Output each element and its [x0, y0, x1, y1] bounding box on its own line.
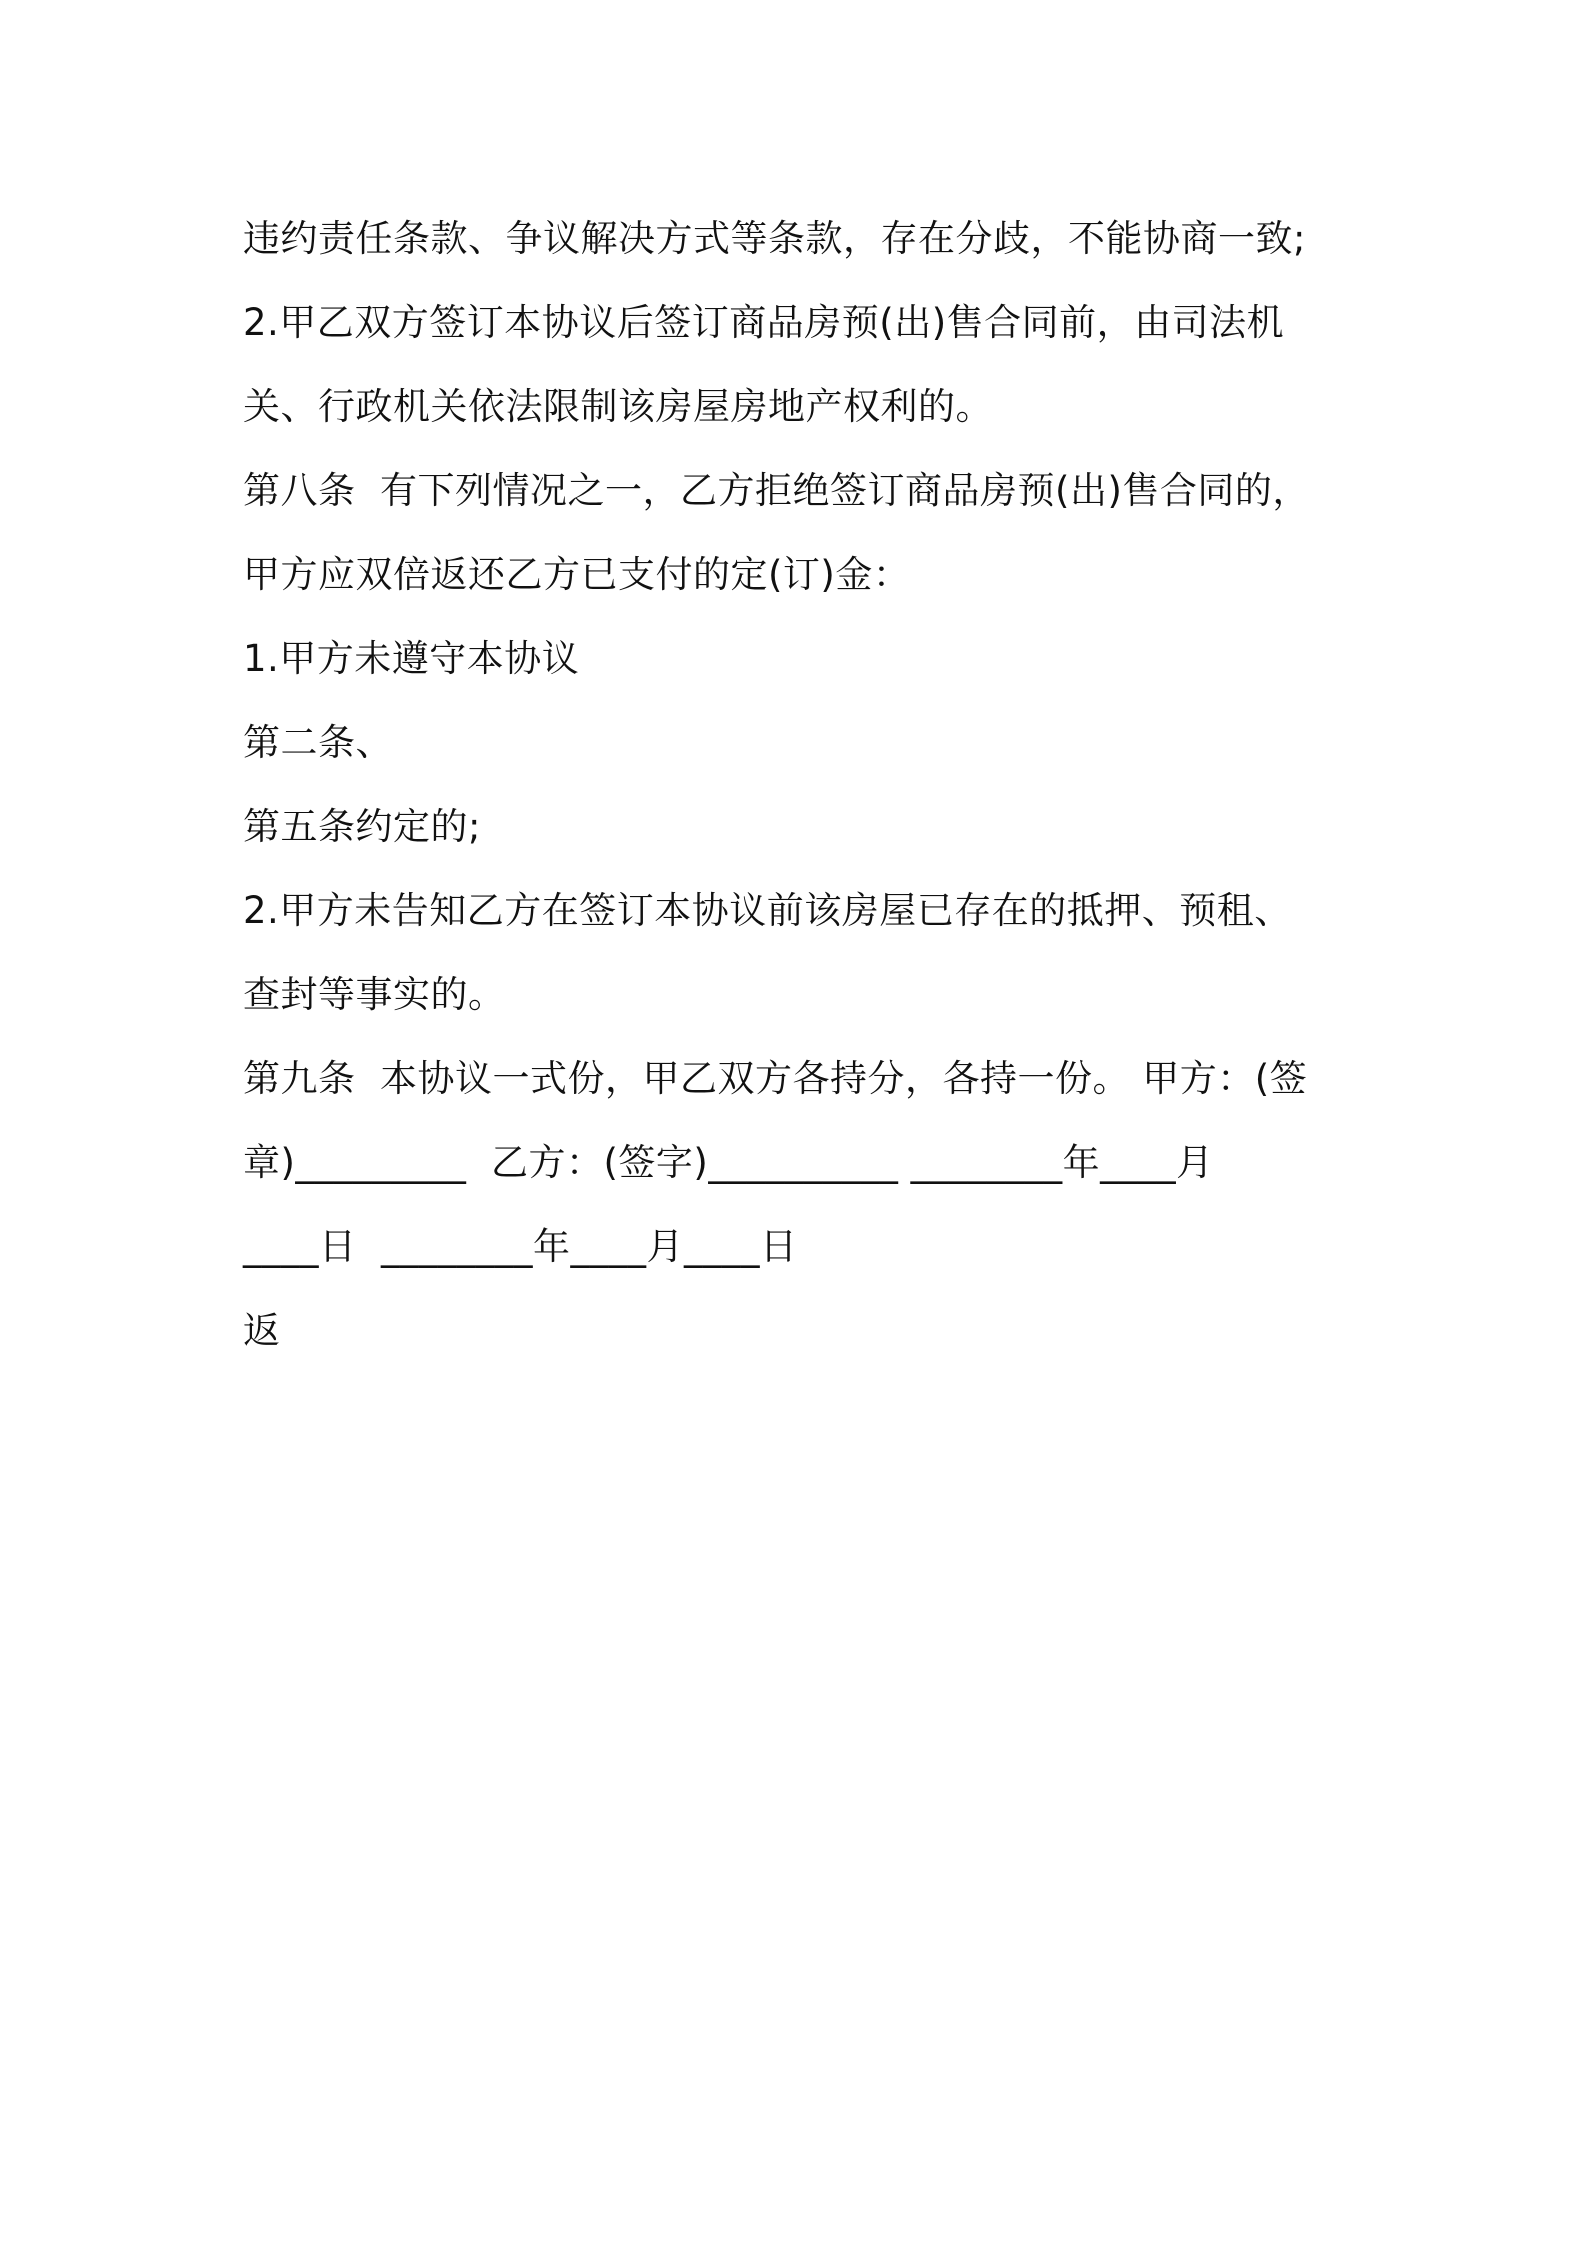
text-line: 章)_________ 乙方：(签字)__________ ________年____月: [243, 1141, 1214, 1184]
text-line: 1.甲方未遵守本协议: [243, 637, 580, 680]
text-line: 违约责任条款、争议解决方式等条款，存在分歧，不能协商一致;: [243, 217, 1306, 260]
text-line: 关、行政机关依法限制该房屋房地产权利的。: [243, 385, 993, 428]
text-line: ____日 ________年____月____日: [243, 1225, 798, 1268]
text-line: 第八条 有下列情况之一，乙方拒绝签订商品房预(出)售合同的，: [243, 469, 1310, 512]
text-line: 2.甲方未告知乙方在签订本协议前该房屋已存在的抵押、预租、: [243, 889, 1292, 932]
text-line: 第五条约定的;: [243, 805, 481, 848]
text-line: 甲方应双倍返还乙方已支付的定(订)金：: [243, 553, 911, 596]
text-line: 第九条 本协议一式份，甲乙双方各持分，各持一份。 甲方：(签: [243, 1057, 1308, 1100]
text-line: 返: [243, 1309, 281, 1352]
document-body: [243, 197, 1363, 1373]
text-line: 查封等事实的。: [243, 973, 506, 1016]
text-line: 2.甲乙双方签订本协议后签订商品房预(出)售合同前，由司法机: [243, 301, 1285, 344]
text-line: 第二条、: [243, 721, 393, 764]
